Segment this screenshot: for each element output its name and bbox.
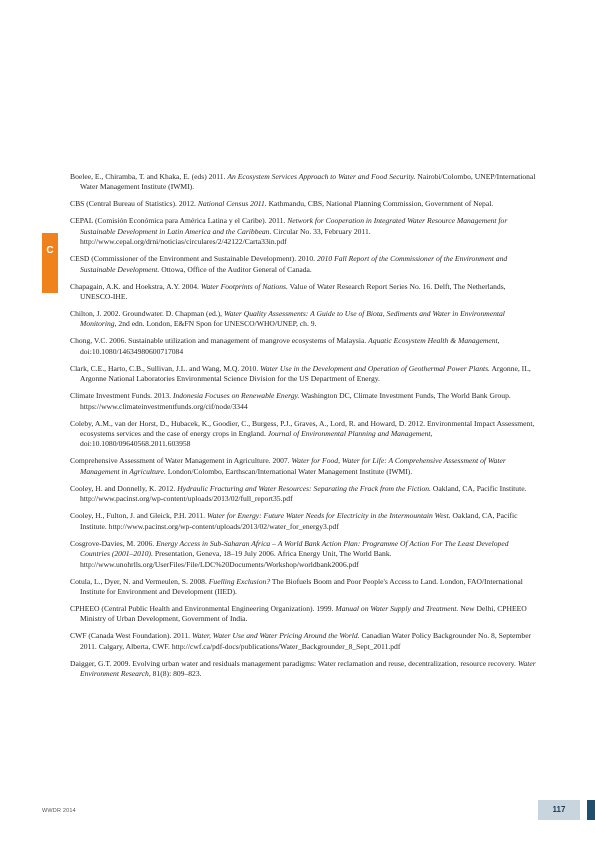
- reference-source: doi:10.1080/09640568.2011.603958: [80, 439, 191, 449]
- reference-title: Indonesia Focuses on Renewable Energy.: [172, 391, 300, 401]
- reference-source: London/Colombo, Earthscan/International Water Management Institute (IWMI).: [165, 466, 413, 476]
- reference-authors: Daigger, G.T. 2009. Evolving urban water and residuals management paradigms: Water reclamation and reuse, decentralization, resource recovery.: [70, 658, 518, 668]
- reference-entry: [70, 216, 540, 247]
- reference-title: National Census 2011.: [197, 199, 267, 209]
- reference-title: Energy Access in Sub-Saharan Africa – A World Bank Action Plan: Programme Of Action For The Least Developed Countries (2001–2010).: [80, 538, 509, 559]
- reference-title: Water, Water Use and Water Pricing Around the World.: [191, 631, 360, 641]
- reference-entry: [70, 199, 540, 209]
- reference-authors: CESD (Commissioner of the Environment and Sustainable Development). 2010.: [70, 254, 317, 264]
- reference-entry: [70, 631, 540, 652]
- reference-entry: [70, 539, 540, 570]
- reference-entry: [70, 419, 540, 450]
- reference-title: Water for Energy: Future Water Needs for Electricity in the Intermountain West.: [206, 511, 451, 521]
- reference-authors: Chilton, J. 2002. Groundwater. D. Chapman (ed.),: [70, 309, 224, 319]
- reference-source: Ottowa, Office of the Auditor General of Canada.: [159, 264, 312, 274]
- reference-source: Circular No. 33, February 2011. http://www.cepal.org/drni/noticias/circulares/2/42122/Carta33in.pdf: [80, 226, 371, 247]
- reference-title: Fuelling Exclusion?: [208, 576, 271, 586]
- reference-source: Washington DC, Climate Investment Funds, The World Bank Group. https://www.climateinvestmentfunds.org/cif/node/3344: [80, 391, 511, 411]
- reference-title: Journal of Environmental Planning and Management,: [267, 429, 433, 439]
- reference-title: Aquatic Ecosystem Health & Management,: [368, 336, 500, 346]
- reference-authors: Comprehensive Assessment of Water Management in Agriculture. 2007.: [70, 456, 292, 466]
- reference-entry: [70, 336, 540, 357]
- reference-source: 2nd edn. London, E&FN Spon for UNESCO/WHO/UNEP, ch. 9.: [116, 319, 317, 329]
- reference-source: The Biofuels Boom and Poor People's Access to Land. London, FAO/International Institute for Environment and Development (IIED).: [80, 576, 523, 596]
- reference-list: [70, 172, 540, 686]
- reference-authors: Boelee, E., Chiramba, T. and Khaka, E. (eds) 2011.: [70, 172, 228, 181]
- reference-authors: Cotula, L., Dyer, N. and Vermeulen, S. 2008.: [70, 576, 209, 586]
- reference-source: Canadian Water Policy Backgrounder No. 8, September 2011. Calgary, Alberta, CWF. http://cwf.ca/pdf-docs/publications/Water_Backgrounder_8_Sept_2011.pdf: [80, 631, 532, 651]
- reference-entry: [70, 577, 540, 598]
- reference-authors: Chong, V.C. 2006. Sustainable utilization and management of mangrove ecosystems of Malaysia.: [70, 336, 369, 346]
- reference-title: Network for Cooperation in Integrated Water Resource Management for Sustainable Development in Latin America and the Caribbean.: [80, 216, 508, 236]
- reference-authors: CEPAL (Comisión Económica para América Latina y el Caribe). 2011.: [70, 216, 288, 226]
- reference-title: Water Environment Research,: [80, 658, 536, 679]
- reference-authors: CPHEEO (Central Public Health and Environmental Engineering Organization). 1999.: [70, 603, 336, 613]
- section-tab: C: [42, 233, 58, 293]
- reference-authors: Cosgrove-Davies, M. 2006.: [70, 538, 157, 548]
- reference-title: Manual on Water Supply and Treatment.: [335, 603, 459, 613]
- page-number: 117: [538, 800, 580, 820]
- reference-source: Oakland, CA, Pacific Institute. http://www.pacinst.org/wp-content/uploads/2013/02/water_for_energy3.pdf: [80, 511, 518, 531]
- reference-source: Value of Water Research Report Series No. 16. Delft, The Netherlands, UNESCO-IHE.: [80, 281, 506, 302]
- reference-source: Presentation, Geneva, 18–19 July 2006. Africa Energy Unit, The World Bank. http://www.unohrlls.org/UserFiles/File/LDC%20Documents/Workshop/worldbank2006.pdf: [80, 549, 392, 569]
- reference-source: Nairobi/Colombo, UNEP/International Water Management Institute (IWMI).: [80, 172, 536, 192]
- reference-entry: [70, 484, 540, 505]
- reference-source: 81(8): 809–823.: [150, 669, 202, 679]
- reference-authors: Cooley, H. and Donnelly, K. 2012.: [70, 483, 178, 493]
- reference-entry: [70, 309, 540, 330]
- reference-title: Hydraulic Fracturing and Water Resources: Separating the Frack from the Fiction.: [177, 483, 431, 493]
- footer-publication: WWDR 2014: [42, 808, 76, 814]
- reference-title: Water for Food, Water for Life: A Comprehensive Assessment of Water Management in Agriculture.: [80, 456, 506, 476]
- reference-title: Water Footprints of Nations.: [200, 281, 288, 291]
- reference-title: 2010 Fall Report of the Commissioner of the Environment and Sustainable Development.: [80, 254, 508, 274]
- reference-source: New Delhi, CPHEEO Ministry of Urban Development, Government of India.: [80, 603, 527, 624]
- reference-entry: [70, 282, 540, 303]
- reference-source: Oakland, CA, Pacific Institute. http://www.pacinst.org/wp-content/uploads/2013/02/full_report35.pdf: [80, 483, 527, 504]
- reference-entry: [70, 511, 540, 532]
- reference-authors: Coleby, A.M., van der Horst, D., Hubacek, K., Goodier, C., Burgess, P.J., Graves, A., Lord, R. and Howard, D. 2012. Environmental Impact Assessment, ecosystems services and the case of energy crops in England.: [70, 418, 535, 439]
- reference-title: Water Quality Assessments: A Guide to Use of Biota, Sediments and Water in Environmental Monitoring,: [80, 309, 505, 329]
- reference-source: doi:10.1080/14634980600717084: [80, 346, 184, 356]
- reference-entry: [70, 172, 540, 193]
- reference-authors: Chapagain, A.K. and Hoekstra, A.Y. 2004.: [70, 281, 201, 291]
- reference-authors: Clark, C.E., Harto, C.B., Sullivan, J.L. and Wang, M.Q. 2010.: [70, 363, 261, 373]
- reference-entry: [70, 391, 540, 412]
- reference-entry: [70, 604, 540, 625]
- reference-authors: Cooley, H., Fulton, J. and Gleick, P.H. 2011.: [70, 511, 207, 521]
- reference-authors: CWF (Canada West Foundation). 2011.: [70, 631, 192, 641]
- reference-source: Kathmandu, CBS, National Planning Commission, Government of Nepal.: [266, 199, 494, 209]
- reference-entry: [70, 659, 540, 680]
- reference-source: Argonne, IL, Argonne National Laboratories Environmental Science Division for the US Department of Energy.: [80, 363, 531, 384]
- reference-title: An Ecosystem Services Approach to Water and Food Security.: [227, 172, 416, 181]
- edge-bar: [587, 800, 595, 820]
- reference-entry: [70, 456, 540, 477]
- reference-entry: [70, 254, 540, 275]
- reference-authors: Climate Investment Funds. 2013.: [70, 391, 173, 401]
- reference-title: Water Use in the Development and Operation of Geothermal Power Plants.: [260, 363, 490, 373]
- reference-entry: [70, 364, 540, 385]
- reference-authors: CBS (Central Bureau of Statistics). 2012.: [70, 199, 198, 209]
